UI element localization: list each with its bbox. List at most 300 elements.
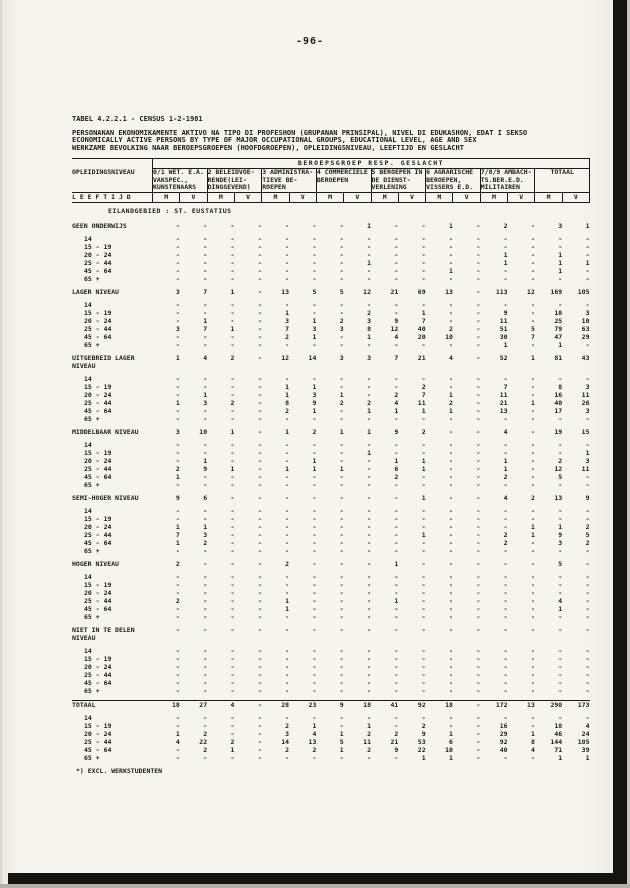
column-group-header: TIEVE BE- bbox=[262, 177, 317, 185]
value-cell: 3 bbox=[585, 382, 590, 391]
value-cell: - bbox=[312, 258, 317, 267]
value-cell: 1 bbox=[421, 456, 426, 465]
value-cell: - bbox=[394, 250, 399, 259]
value-cell: 4 bbox=[530, 745, 535, 754]
value-cell: - bbox=[585, 506, 590, 515]
value-cell: - bbox=[449, 721, 453, 730]
value-cell: - bbox=[257, 506, 262, 515]
value-cell: 1 bbox=[312, 406, 317, 415]
value-cell: - bbox=[394, 612, 399, 621]
row-label: 45 - 64 bbox=[84, 678, 112, 687]
value-cell: 1 bbox=[175, 729, 180, 738]
value-cell: - bbox=[230, 390, 235, 399]
column-group-header: KUNSTENAARS bbox=[153, 184, 208, 192]
value-cell: - bbox=[476, 721, 481, 730]
caption-english: ECONOMICALLY ACTIVE PERSONS BY TYPE OF MAJOR OCCUPATIONAL GROUPS, EDUCATIONAL LEVEL, AGE AND SEX bbox=[72, 136, 477, 144]
value-cell: - bbox=[449, 456, 453, 465]
value-cell: - bbox=[530, 427, 535, 436]
value-cell: - bbox=[367, 572, 371, 581]
value-cell: 10 bbox=[445, 745, 453, 754]
value-cell: 4 bbox=[203, 353, 208, 362]
value-cell: - bbox=[203, 721, 208, 730]
value-cell: - bbox=[285, 686, 290, 695]
value-cell: - bbox=[476, 662, 481, 671]
row-label: LAGER NIVEAU bbox=[72, 287, 119, 296]
value-cell: - bbox=[175, 250, 180, 259]
value-cell: - bbox=[449, 546, 453, 555]
value-cell: - bbox=[339, 753, 344, 762]
caption-dutch: WERKZAME BEVOLKING NAAR BEROEPSGROEPEN (HOOFDGROEPEN), OPLEIDINGSNIVEAU, LEEFTIJD EN GESLACHT bbox=[72, 143, 464, 152]
column-group-header: TS.BER.E.D. bbox=[480, 177, 535, 185]
value-cell: - bbox=[285, 266, 290, 275]
value-cell: - bbox=[367, 522, 371, 531]
value-cell: - bbox=[503, 604, 508, 613]
value-cell: - bbox=[257, 332, 262, 341]
value-cell: 1 bbox=[367, 721, 371, 730]
value-cell: - bbox=[585, 440, 590, 449]
value-cell: 3 bbox=[367, 353, 371, 362]
value-cell: - bbox=[285, 234, 290, 243]
value-cell: - bbox=[257, 287, 262, 296]
value-cell: - bbox=[449, 242, 453, 251]
value-cell: - bbox=[530, 506, 535, 515]
value-cell: - bbox=[503, 522, 508, 531]
value-cell: - bbox=[257, 464, 262, 473]
value-cell: - bbox=[339, 406, 344, 415]
value-cell: - bbox=[394, 414, 399, 423]
value-cell: 1 bbox=[203, 522, 208, 531]
value-cell: - bbox=[339, 654, 344, 663]
value-cell: 1 bbox=[530, 530, 535, 539]
value-cell: - bbox=[257, 258, 262, 267]
document-sheet bbox=[72, 116, 590, 775]
value-cell: 7 bbox=[503, 382, 508, 391]
value-cell: - bbox=[230, 440, 235, 449]
value-cell: 12 bbox=[390, 324, 399, 333]
value-cell: - bbox=[476, 398, 481, 407]
sex-header: V bbox=[234, 192, 261, 202]
row-label: 45 - 64 bbox=[84, 538, 112, 547]
value-cell: - bbox=[257, 604, 262, 613]
value-cell: - bbox=[530, 440, 535, 449]
value-cell: - bbox=[257, 390, 262, 399]
table-row bbox=[72, 333, 590, 341]
value-cell: - bbox=[339, 678, 344, 687]
value-cell: - bbox=[257, 274, 262, 283]
value-cell: - bbox=[476, 729, 481, 738]
value-cell: - bbox=[257, 493, 262, 502]
value-cell: - bbox=[530, 406, 535, 415]
value-cell: 9 bbox=[421, 729, 426, 738]
value-cell: - bbox=[530, 374, 535, 383]
value-cell: - bbox=[175, 448, 180, 457]
value-cell: - bbox=[503, 480, 508, 489]
value-cell: - bbox=[285, 440, 290, 449]
table-row bbox=[72, 494, 590, 502]
sex-header: M bbox=[426, 192, 453, 202]
value-cell: 11 bbox=[581, 390, 590, 399]
row-label: 15 - 19 bbox=[84, 308, 112, 317]
value-cell: - bbox=[367, 670, 371, 679]
value-cell: - bbox=[558, 686, 563, 695]
row-label: 65 + bbox=[84, 686, 100, 695]
value-cell: - bbox=[394, 440, 399, 449]
value-cell: - bbox=[367, 414, 371, 423]
value-cell: - bbox=[503, 670, 508, 679]
value-cell: - bbox=[421, 440, 426, 449]
value-cell: - bbox=[558, 374, 563, 383]
table-row bbox=[72, 301, 590, 309]
table-row bbox=[72, 415, 590, 423]
value-cell: 5 bbox=[339, 287, 344, 296]
value-cell: - bbox=[175, 234, 180, 243]
value-cell: - bbox=[257, 646, 262, 655]
value-cell: 51 bbox=[499, 324, 508, 333]
value-cell: 1 bbox=[339, 427, 344, 436]
table-row bbox=[72, 251, 590, 259]
value-cell: - bbox=[421, 538, 426, 547]
value-cell: - bbox=[339, 221, 344, 230]
value-cell: - bbox=[285, 448, 290, 457]
value-cell: - bbox=[339, 522, 344, 531]
table-row bbox=[72, 679, 590, 687]
value-cell: 9 bbox=[394, 427, 399, 436]
value-cell: - bbox=[394, 580, 399, 589]
value-cell: - bbox=[230, 250, 235, 259]
value-cell: - bbox=[367, 753, 371, 762]
sex-header: V bbox=[289, 192, 316, 202]
value-cell: - bbox=[339, 538, 344, 547]
value-cell: - bbox=[203, 382, 208, 391]
value-cell: 10 bbox=[554, 308, 563, 317]
value-cell: - bbox=[257, 729, 262, 738]
value-cell: 1 bbox=[230, 745, 235, 754]
value-cell: 39 bbox=[581, 745, 590, 754]
value-cell: 4 bbox=[394, 398, 399, 407]
value-cell: - bbox=[257, 448, 262, 457]
value-cell: - bbox=[367, 456, 371, 465]
value-cell: - bbox=[367, 546, 371, 555]
value-cell: - bbox=[285, 625, 290, 634]
value-cell: 1 bbox=[175, 472, 180, 481]
value-cell: 1 bbox=[285, 596, 290, 605]
value-cell: - bbox=[476, 604, 481, 613]
value-cell: 5 bbox=[585, 530, 590, 539]
table-row bbox=[72, 738, 590, 746]
value-cell: - bbox=[453, 700, 480, 709]
value-cell: - bbox=[530, 713, 535, 722]
value-cell: 10 bbox=[445, 332, 453, 341]
value-cell: - bbox=[203, 580, 208, 589]
value-cell: - bbox=[230, 382, 235, 391]
value-cell: 1 bbox=[449, 406, 453, 415]
value-cell: 21 bbox=[390, 737, 399, 746]
row-label: 45 - 64 bbox=[84, 266, 112, 275]
value-cell: - bbox=[394, 522, 399, 531]
value-cell: - bbox=[585, 580, 590, 589]
row-label: 20 - 24 bbox=[84, 662, 112, 671]
value-cell: 2 bbox=[312, 745, 317, 754]
value-cell: 1 bbox=[203, 456, 208, 465]
value-cell: - bbox=[421, 546, 426, 555]
value-cell: - bbox=[230, 678, 235, 687]
value-cell: - bbox=[449, 654, 453, 663]
table-row bbox=[72, 325, 590, 333]
value-cell: - bbox=[285, 374, 290, 383]
value-cell: - bbox=[367, 274, 371, 283]
value-cell: - bbox=[530, 538, 535, 547]
value-cell: - bbox=[449, 472, 453, 481]
value-cell: - bbox=[257, 572, 262, 581]
value-cell: - bbox=[339, 234, 344, 243]
value-cell: 27 bbox=[180, 700, 207, 709]
value-cell: - bbox=[585, 662, 590, 671]
row-label: 25 - 44 bbox=[84, 398, 112, 407]
value-cell: 2 bbox=[503, 538, 508, 547]
value-cell: 2 bbox=[394, 472, 399, 481]
value-cell: 173 bbox=[562, 700, 589, 709]
value-cell: - bbox=[339, 530, 344, 539]
value-cell: - bbox=[257, 308, 262, 317]
value-cell: - bbox=[530, 559, 535, 568]
value-cell: - bbox=[394, 670, 399, 679]
value-cell: - bbox=[234, 700, 261, 709]
row-label: 25 - 44 bbox=[84, 596, 112, 605]
value-cell: - bbox=[230, 646, 235, 655]
value-cell: - bbox=[257, 456, 262, 465]
row-label: 20 - 24 bbox=[84, 522, 112, 531]
value-cell: - bbox=[476, 596, 481, 605]
value-cell: - bbox=[530, 662, 535, 671]
value-cell: - bbox=[585, 604, 590, 613]
value-cell: 11 bbox=[581, 464, 590, 473]
value-cell: - bbox=[394, 572, 399, 581]
value-cell: - bbox=[476, 745, 481, 754]
value-cell: - bbox=[558, 234, 563, 243]
value-cell: - bbox=[230, 538, 235, 547]
value-cell: 1 bbox=[339, 745, 344, 754]
value-cell: 1 bbox=[449, 221, 453, 230]
value-cell: - bbox=[285, 580, 290, 589]
value-cell: - bbox=[230, 721, 235, 730]
value-cell: - bbox=[312, 612, 317, 621]
value-cell: 4 bbox=[394, 332, 399, 341]
column-group-header: VERLENING bbox=[371, 184, 426, 192]
value-cell: 1 bbox=[367, 332, 371, 341]
value-cell: 1 bbox=[339, 464, 344, 473]
value-cell: - bbox=[585, 559, 590, 568]
value-cell: - bbox=[339, 721, 344, 730]
value-cell: 2 bbox=[503, 472, 508, 481]
value-cell: - bbox=[257, 686, 262, 695]
value-cell: 2 bbox=[203, 538, 208, 547]
value-cell: - bbox=[203, 448, 208, 457]
value-cell: 1 bbox=[449, 729, 453, 738]
value-cell: - bbox=[585, 654, 590, 663]
value-cell: - bbox=[503, 654, 508, 663]
value-cell: 9 bbox=[312, 398, 317, 407]
value-cell: - bbox=[257, 753, 262, 762]
value-cell: - bbox=[394, 678, 399, 687]
value-cell: - bbox=[230, 374, 235, 383]
value-cell: 3 bbox=[312, 324, 317, 333]
value-cell: - bbox=[230, 625, 235, 634]
value-cell: - bbox=[312, 522, 317, 531]
column-group-header: RENDE(LEI- bbox=[207, 177, 262, 185]
value-cell: - bbox=[421, 480, 426, 489]
row-label: 65 + bbox=[84, 753, 100, 762]
value-cell: - bbox=[257, 625, 262, 634]
value-cell: - bbox=[312, 588, 317, 597]
value-cell: - bbox=[503, 274, 508, 283]
value-cell: - bbox=[257, 654, 262, 663]
value-cell: - bbox=[285, 480, 290, 489]
value-cell: - bbox=[257, 678, 262, 687]
value-cell: 43 bbox=[581, 353, 590, 362]
row-label: 14 bbox=[84, 300, 92, 309]
value-cell: - bbox=[585, 300, 590, 309]
value-cell: - bbox=[339, 274, 344, 283]
value-cell: - bbox=[394, 308, 399, 317]
value-cell: 14 bbox=[308, 353, 317, 362]
value-cell: - bbox=[394, 374, 399, 383]
table-row bbox=[72, 399, 590, 407]
value-cell: - bbox=[367, 678, 371, 687]
value-cell: - bbox=[285, 530, 290, 539]
value-cell: - bbox=[394, 530, 399, 539]
leeftijd-header: L E E F T I J D bbox=[72, 192, 153, 202]
value-cell: - bbox=[394, 625, 399, 634]
value-cell: 1 bbox=[421, 753, 426, 762]
value-cell: - bbox=[203, 234, 208, 243]
value-cell: - bbox=[367, 250, 371, 259]
table-row bbox=[72, 573, 590, 581]
value-cell: - bbox=[367, 300, 371, 309]
table-row bbox=[72, 613, 590, 621]
value-cell: - bbox=[285, 493, 290, 502]
value-cell: 1 bbox=[285, 604, 290, 613]
value-cell: - bbox=[339, 258, 344, 267]
value-cell: - bbox=[257, 300, 262, 309]
value-cell: - bbox=[476, 382, 481, 391]
value-cell: - bbox=[203, 242, 208, 251]
value-cell: - bbox=[312, 274, 317, 283]
sex-header: M bbox=[371, 192, 398, 202]
row-label: SEMI-HOGER NIVEAU bbox=[72, 493, 139, 502]
table-row bbox=[72, 222, 590, 230]
sex-header: V bbox=[562, 192, 589, 202]
value-cell: - bbox=[175, 745, 180, 754]
value-cell: 1 bbox=[367, 427, 371, 436]
value-cell: 4 bbox=[503, 493, 508, 502]
value-cell: 5 bbox=[312, 287, 317, 296]
value-cell: - bbox=[230, 530, 235, 539]
value-cell: 1 bbox=[367, 258, 371, 267]
value-cell: 3 bbox=[585, 308, 590, 317]
value-cell: - bbox=[421, 625, 426, 634]
table-row bbox=[72, 523, 590, 531]
value-cell: 9 bbox=[394, 316, 399, 325]
value-cell: 47 bbox=[554, 332, 563, 341]
value-cell: - bbox=[394, 340, 399, 349]
value-cell: - bbox=[421, 221, 426, 230]
value-cell: 22 bbox=[199, 737, 208, 746]
row-label: 15 - 19 bbox=[84, 580, 112, 589]
value-cell: 2 bbox=[285, 721, 290, 730]
value-cell: - bbox=[312, 221, 317, 230]
value-cell: 2 bbox=[339, 398, 344, 407]
value-cell: 2 bbox=[503, 221, 508, 230]
value-cell: - bbox=[421, 604, 426, 613]
value-cell: - bbox=[449, 258, 453, 267]
sex-header: V bbox=[180, 192, 207, 202]
value-cell: 7 bbox=[203, 324, 208, 333]
value-cell: - bbox=[585, 266, 590, 275]
value-cell: 3 bbox=[367, 316, 371, 325]
value-cell: - bbox=[503, 514, 508, 523]
value-cell: 40 bbox=[499, 745, 508, 754]
value-cell: - bbox=[503, 374, 508, 383]
value-cell: - bbox=[558, 713, 563, 722]
value-cell: - bbox=[558, 440, 563, 449]
value-cell: - bbox=[203, 596, 208, 605]
row-label: 14 bbox=[84, 506, 92, 515]
table-row bbox=[72, 714, 590, 722]
value-cell: - bbox=[449, 596, 453, 605]
value-cell: - bbox=[257, 580, 262, 589]
value-cell: - bbox=[312, 300, 317, 309]
row-label: HOGER NIVEAU bbox=[72, 559, 119, 568]
value-cell: - bbox=[367, 612, 371, 621]
value-cell: - bbox=[312, 472, 317, 481]
value-cell: 1 bbox=[530, 398, 535, 407]
value-cell: 2 bbox=[421, 721, 426, 730]
value-cell: - bbox=[449, 612, 453, 621]
value-cell: - bbox=[230, 588, 235, 597]
value-cell: - bbox=[394, 448, 399, 457]
value-cell: - bbox=[203, 713, 208, 722]
value-cell: - bbox=[312, 374, 317, 383]
value-cell: 1 bbox=[558, 753, 563, 762]
value-cell: 11 bbox=[417, 398, 426, 407]
value-cell: - bbox=[394, 493, 399, 502]
value-cell: 18 bbox=[426, 700, 453, 709]
value-cell: - bbox=[558, 546, 563, 555]
value-cell: 2 bbox=[230, 398, 235, 407]
value-cell: - bbox=[476, 324, 481, 333]
column-group-header: VAKSPEC., bbox=[153, 177, 208, 185]
value-cell: - bbox=[394, 480, 399, 489]
value-cell: 71 bbox=[554, 745, 563, 754]
value-cell: - bbox=[530, 390, 535, 399]
value-cell: - bbox=[312, 753, 317, 762]
column-group-header: DE DIENST- bbox=[371, 177, 426, 185]
value-cell: - bbox=[230, 514, 235, 523]
row-label: 20 - 24 bbox=[84, 316, 112, 325]
value-cell: - bbox=[203, 625, 208, 634]
row-label: 45 - 64 bbox=[84, 604, 112, 613]
column-group-header: MILITAIREN bbox=[480, 184, 535, 192]
value-cell: 1 bbox=[530, 729, 535, 738]
table-row bbox=[72, 746, 590, 754]
value-cell: - bbox=[503, 242, 508, 251]
value-cell: - bbox=[476, 493, 481, 502]
value-cell: - bbox=[257, 221, 262, 230]
table-row bbox=[72, 663, 590, 671]
value-cell: - bbox=[421, 514, 426, 523]
value-cell: 18 bbox=[153, 700, 180, 709]
column-group-header: TOTAAL bbox=[535, 169, 590, 177]
